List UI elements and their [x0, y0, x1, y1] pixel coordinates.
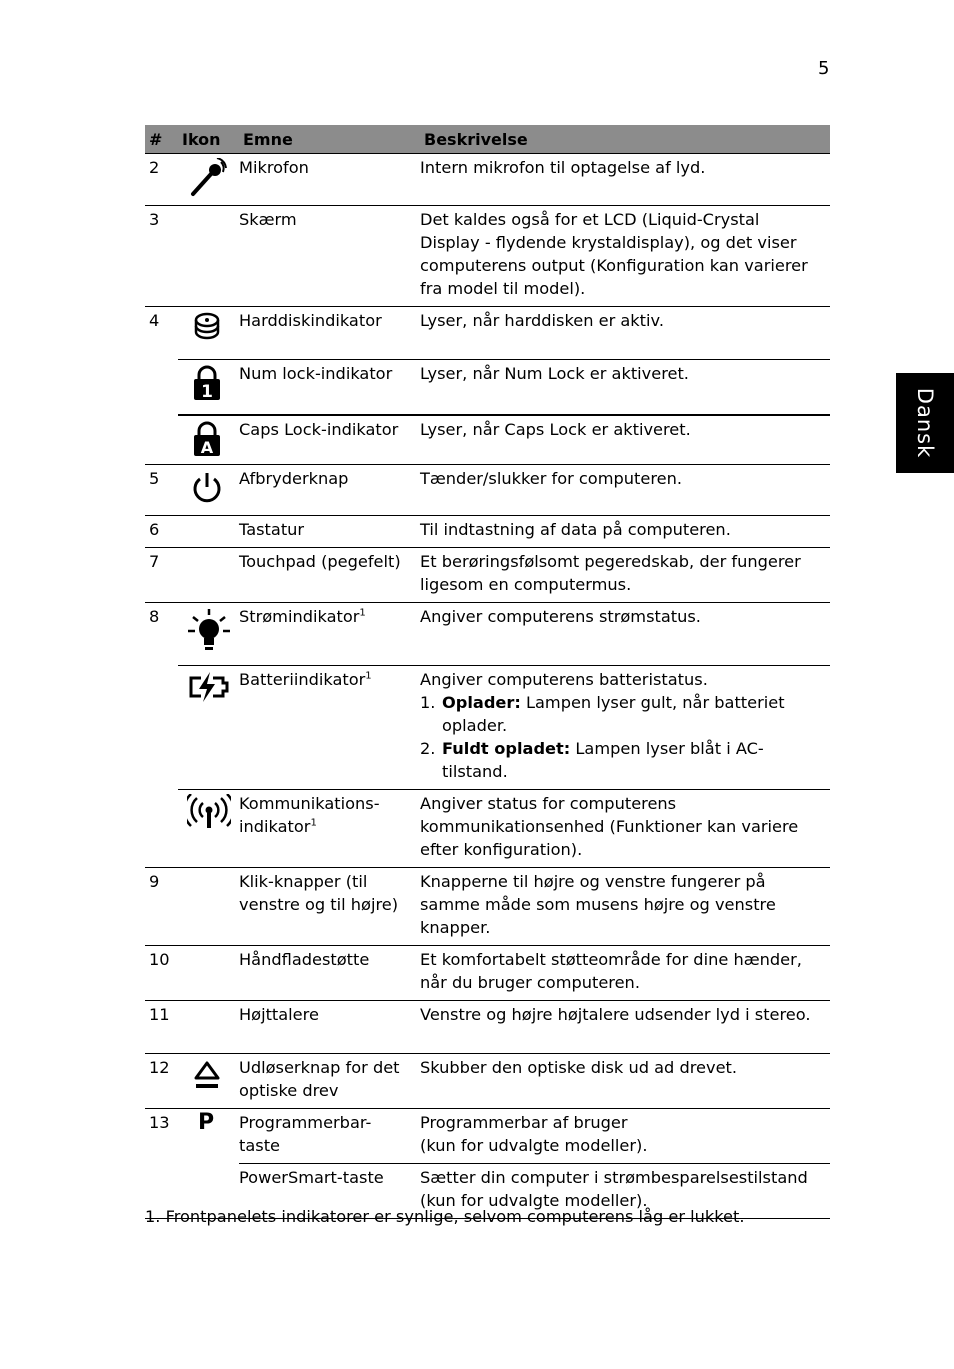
item-name: Strømindikator$^1$ — [239, 603, 420, 666]
item-description: Angiver computerens batteristatus. 1. Oplader: Lampen lyser gult, når batteriet oplader. 2. Fuldt opladet: Lampen lyser blåt i AC-tilstand. — [420, 666, 830, 790]
item-description: Knapperne til højre og venstre fungerer på samme måde som musens højre og venstre knapper. — [420, 868, 830, 946]
row-number: 4 — [145, 307, 178, 360]
table-row — [145, 465, 830, 516]
icon-cell — [178, 154, 239, 206]
row-number: 10 — [145, 946, 178, 1001]
footnote-ref: 1 — [310, 817, 317, 829]
page-number: 5 — [818, 58, 830, 79]
power-icon — [187, 469, 227, 507]
item-description: Lyser, når Num Lock er aktiveret. — [420, 360, 830, 415]
table-row — [145, 415, 830, 465]
row-number: 8 — [145, 603, 178, 666]
item-description: Sætter din computer i strømbesparelsestilstand (kun for udvalgte modeller). — [420, 1164, 830, 1219]
item-name: Num lock-indikator — [239, 360, 420, 415]
icon-cell — [178, 946, 239, 1001]
item-description: Et komfortabelt støtteområde for dine hænder, når du bruger computeren. — [420, 946, 830, 1001]
table-row — [145, 603, 830, 666]
language-tab — [896, 373, 954, 473]
eject-icon — [187, 1058, 227, 1094]
row-number: 6 — [145, 516, 178, 548]
header-description: Beskrivelse — [420, 125, 830, 154]
row-number: 3 — [145, 206, 178, 307]
icon-cell — [178, 360, 239, 415]
icon-cell — [178, 666, 239, 790]
item-name: Tastatur — [239, 516, 420, 548]
list-item: 2. Fuldt opladet: Lampen lyser blåt i AC-tilstand. — [420, 739, 764, 781]
row-number: 9 — [145, 868, 178, 946]
icon-cell — [178, 790, 239, 868]
item-name: Håndfladestøtte — [239, 946, 420, 1001]
table-row — [145, 307, 830, 360]
wireless-icon — [187, 794, 231, 830]
row-number — [145, 666, 178, 790]
item-name: Klik-knapper (til venstre og til højre) — [239, 868, 420, 946]
item-description: Lyser, når Caps Lock er aktiveret. — [420, 415, 830, 465]
table-row — [145, 360, 830, 415]
table-row — [145, 1001, 830, 1054]
item-description: Tænder/slukker for computeren. — [420, 465, 830, 516]
icon-cell — [178, 1001, 239, 1054]
footnote-ref: 1 — [359, 607, 366, 619]
row-number: 12 — [145, 1054, 178, 1109]
icon-cell — [178, 206, 239, 307]
p-key-icon: P — [198, 1110, 215, 1135]
row-number: 7 — [145, 548, 178, 603]
header-icon: Ikon — [178, 125, 239, 154]
row-number: 13 — [145, 1109, 178, 1164]
row-number — [145, 360, 178, 415]
hard-disk-icon — [187, 311, 227, 347]
item-description: Angiver computerens strømstatus. — [420, 603, 830, 666]
item-name: Udløserknap for det optiske drev — [239, 1054, 420, 1109]
row-number: 5 — [145, 465, 178, 516]
caps-lock-icon — [187, 420, 227, 458]
icon-cell — [178, 548, 239, 603]
power-indicator-icon — [187, 607, 231, 655]
table-row — [145, 868, 830, 946]
table-row — [145, 946, 830, 1001]
icon-cell — [178, 465, 239, 516]
battery-icon — [187, 670, 231, 704]
item-name: Højttalere — [239, 1001, 420, 1054]
item-description: Lyser, når harddisken er aktiv. — [420, 307, 830, 360]
item-description: Et berøringsfølsomt pegeredskab, der fungerer ligesom en computermus. — [420, 548, 830, 603]
icon-cell — [178, 1109, 239, 1164]
item-name: PowerSmart-taste — [239, 1164, 420, 1219]
icon-cell — [178, 603, 239, 666]
table-row — [145, 206, 830, 307]
item-name: Kommunikations-indikator$^1$ — [239, 790, 420, 868]
item-name: Batteriindikator$^1$ — [239, 666, 420, 790]
table-row — [145, 790, 830, 868]
item-name: Harddiskindikator — [239, 307, 420, 360]
item-name: Afbryderknap — [239, 465, 420, 516]
svg-text:1: 1 — [201, 382, 213, 402]
item-description: Programmerbar af bruger (kun for udvalgte modeller). — [420, 1109, 830, 1164]
item-name: Mikrofon — [239, 154, 420, 206]
table-row — [145, 1054, 830, 1109]
icon-cell — [178, 307, 239, 360]
table-row — [145, 516, 830, 548]
svg-text:A: A — [200, 437, 214, 457]
list-item: 1. Oplader: Lampen lyser gult, når batteriet oplader. — [420, 693, 785, 735]
table-header-row — [145, 125, 830, 154]
item-description: Det kaldes også for et LCD (Liquid-Crystal Display - flydende krystaldisplay), og det viser computerens output (Konfiguration kan varierer fra model til model). — [420, 206, 830, 307]
components-table — [145, 125, 830, 1219]
battery-status-list — [420, 691, 824, 783]
footnote-ref: 1 — [365, 670, 372, 682]
row-number — [145, 415, 178, 465]
table-row — [145, 666, 830, 790]
row-number: 11 — [145, 1001, 178, 1054]
row-number — [145, 790, 178, 868]
footnote: 1. Frontpanelets indikatorer er synlige, selvom computerens låg er lukket. — [145, 1207, 745, 1226]
item-description: Til indtastning af data på computeren. — [420, 516, 830, 548]
item-name: Caps Lock-indikator — [239, 415, 420, 465]
item-name: Touchpad (pegefelt) — [239, 548, 420, 603]
header-num: # — [145, 125, 178, 154]
icon-cell — [178, 516, 239, 548]
num-lock-icon — [187, 364, 227, 402]
microphone-icon — [187, 158, 227, 198]
item-description: Angiver status for computerens kommunikationsenhed (Funktioner kan variere efter konfiguration). — [420, 790, 830, 868]
table-row — [145, 548, 830, 603]
item-description: Venstre og højre højtalere udsender lyd i stereo. — [420, 1001, 830, 1054]
icon-cell — [178, 415, 239, 465]
row-number: 2 — [145, 154, 178, 206]
table-row — [145, 154, 830, 206]
icon-cell — [178, 868, 239, 946]
header-item: Emne — [239, 125, 420, 154]
item-name: Programmerbar-taste — [239, 1109, 420, 1164]
table-row — [145, 1109, 830, 1164]
item-name: Skærm — [239, 206, 420, 307]
item-description: Skubber den optiske disk ud ad drevet. — [420, 1054, 830, 1109]
item-description: Intern mikrofon til optagelse af lyd. — [420, 154, 830, 206]
language-tab-label: Dansk — [913, 387, 938, 459]
icon-cell — [178, 1054, 239, 1109]
